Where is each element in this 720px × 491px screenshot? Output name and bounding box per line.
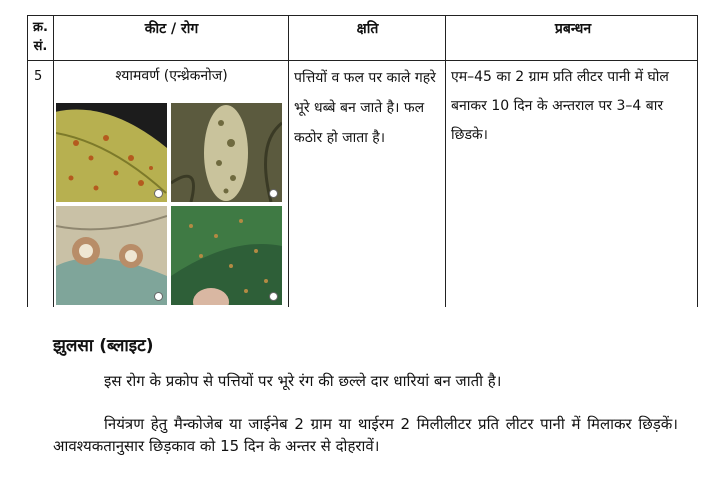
row-damage-text: पत्तियों व फल पर काले गहरे भूरे धब्बे बन जाते है। फल कठोर हो जाता है।: [294, 70, 436, 146]
photo-number-marker: [269, 189, 278, 198]
leaf-dots-photo: [171, 206, 282, 305]
control-paragraph: नियंत्रण हेतु मैन्कोजेब या जाईनेब 2 ग्राम या थाईरम 2 मिलीलीटर प्रति लीटर पानी में मिलाकर छिड़कें। आवश्यकतानुसार छिड़काव को 15 दिन के अन्तर से दोहरावें।: [53, 415, 678, 455]
fruit-lesions-photo: [171, 103, 282, 202]
header-serial-no: क्र. सं.: [33, 20, 48, 54]
leaf-spots-photo: [56, 103, 167, 202]
header-pest-disease: कीट / रोग: [144, 21, 199, 37]
symptom-paragraph: इस रोग के प्रकोप से पत्तियों पर भूरे रंग की छल्ले दार धारियां बन जाती है।: [104, 372, 502, 390]
header-damage: क्षति: [356, 21, 379, 37]
row-serial-no: 5: [34, 69, 43, 84]
header-management: प्रबन्धन: [554, 21, 592, 37]
header-divider: [28, 60, 697, 61]
anthracnose-photo-grid: [56, 103, 282, 305]
row-management-text: एम–45 का 2 ग्राम प्रति लीटर पानी में घोल बनाकर 10 दिन के अन्तराल पर 3–4 बार छिडके।: [451, 69, 669, 143]
photo-number-marker: [154, 189, 163, 198]
photo-number-marker: [154, 292, 163, 301]
pest-disease-table: [27, 15, 698, 307]
section-heading: झुलसा (ब्लाइट): [53, 336, 154, 356]
leaf-blotch-photo: [56, 206, 167, 305]
row-pest-name: श्यामवर्ण (एन्थ्रेकनोज): [115, 68, 228, 84]
photo-number-marker: [269, 292, 278, 301]
